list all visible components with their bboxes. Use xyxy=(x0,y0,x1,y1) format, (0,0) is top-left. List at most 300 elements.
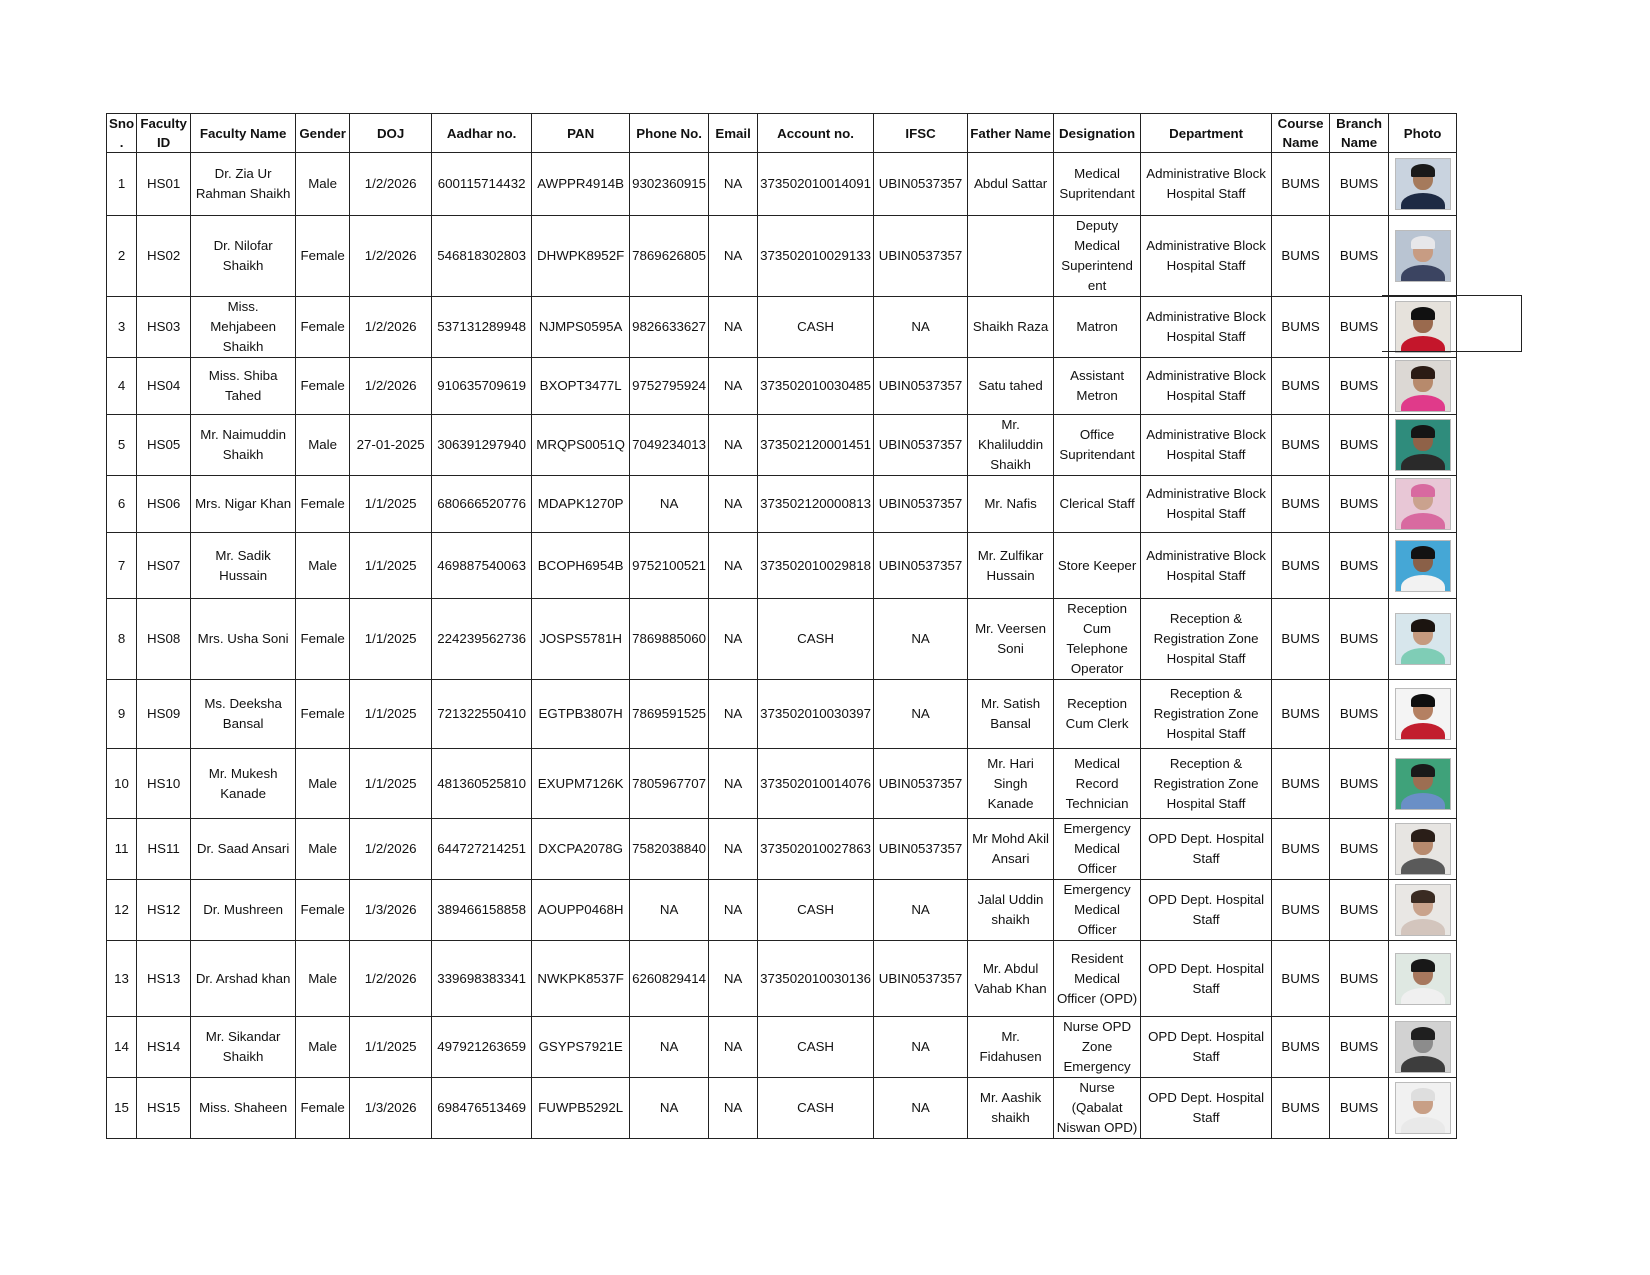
header-row xyxy=(107,114,1457,153)
cell-faculty-id: HS07 xyxy=(137,533,191,599)
cell-branch-name: BUMS xyxy=(1330,680,1389,749)
cell-doj: 1/2/2026 xyxy=(350,358,432,415)
table-row xyxy=(107,680,1457,749)
cell-doj: 1/1/2025 xyxy=(350,749,432,819)
cell-faculty-name: Dr. Saad Ansari xyxy=(191,819,296,880)
cell-phone: 7049234013 xyxy=(630,415,709,476)
cell-gender: Male xyxy=(296,941,350,1017)
cell-account-no: 373502120001451 xyxy=(758,415,874,476)
staff-photo xyxy=(1395,540,1451,592)
cell-email: NA xyxy=(709,476,758,533)
staff-photo xyxy=(1395,158,1451,210)
cell-pan: GSYPS7921E xyxy=(532,1017,630,1078)
cell-course-name: BUMS xyxy=(1272,1078,1330,1139)
cell-faculty-id: HS09 xyxy=(137,680,191,749)
header-course-name: Course Name xyxy=(1272,114,1330,153)
cell-faculty-name: Mr. Sikandar Shaikh xyxy=(191,1017,296,1078)
cell-gender: Female xyxy=(296,358,350,415)
photo-hair-shape xyxy=(1411,366,1435,379)
cell-pan: EGTPB3807H xyxy=(532,680,630,749)
cell-course-name: BUMS xyxy=(1272,216,1330,297)
cell-department: OPD Dept. Hospital Staff xyxy=(1141,1078,1272,1139)
cell-faculty-id: HS10 xyxy=(137,749,191,819)
cell-email: NA xyxy=(709,415,758,476)
cell-pan: MDAPK1270P xyxy=(532,476,630,533)
cell-designation: Reception Cum Clerk xyxy=(1054,680,1141,749)
cell-father-name: Mr. Nafis xyxy=(968,476,1054,533)
cell-gender: Female xyxy=(296,476,350,533)
cell-branch-name: BUMS xyxy=(1330,533,1389,599)
header-department: Department xyxy=(1141,114,1272,153)
cell-phone: 7869626805 xyxy=(630,216,709,297)
cell-designation: Resident Medical Officer (OPD) xyxy=(1054,941,1141,1017)
cell-designation: Office Supritendant xyxy=(1054,415,1141,476)
cell-doj: 1/1/2025 xyxy=(350,476,432,533)
cell-phone: 6260829414 xyxy=(630,941,709,1017)
photo-hair-shape xyxy=(1411,1027,1435,1040)
cell-department: OPD Dept. Hospital Staff xyxy=(1141,880,1272,941)
photo-body-shape xyxy=(1401,1056,1445,1073)
header-account-no: Account no. xyxy=(758,114,874,153)
cell-course-name: BUMS xyxy=(1272,297,1330,358)
header-sno: Sno . xyxy=(107,114,137,153)
cell-email: NA xyxy=(709,749,758,819)
cell-faculty-id: HS03 xyxy=(137,297,191,358)
cell-branch-name: BUMS xyxy=(1330,599,1389,680)
cell-email: NA xyxy=(709,599,758,680)
cell-faculty-id: HS12 xyxy=(137,880,191,941)
cell-designation: Deputy Medical Superintend ent xyxy=(1054,216,1141,297)
cell-email: NA xyxy=(709,680,758,749)
cell-sno: 9 xyxy=(107,680,137,749)
table-row xyxy=(107,415,1457,476)
header-pan: PAN xyxy=(532,114,630,153)
cell-course-name: BUMS xyxy=(1272,533,1330,599)
cell-pan: DHWPK8952F xyxy=(532,216,630,297)
cell-faculty-name: Dr. Zia Ur Rahman Shaikh xyxy=(191,153,296,216)
cell-faculty-id: HS04 xyxy=(137,358,191,415)
photo-hair-shape xyxy=(1411,484,1435,497)
cell-course-name: BUMS xyxy=(1272,880,1330,941)
cell-account-no: 373502010029818 xyxy=(758,533,874,599)
cell-designation: Store Keeper xyxy=(1054,533,1141,599)
photo-body-shape xyxy=(1401,919,1445,936)
cell-faculty-name: Mr. Mukesh Kanade xyxy=(191,749,296,819)
cell-doj: 1/3/2026 xyxy=(350,880,432,941)
cell-account-no: CASH xyxy=(758,1078,874,1139)
cell-doj: 1/1/2025 xyxy=(350,533,432,599)
cell-father-name: Mr. Hari Singh Kanade xyxy=(968,749,1054,819)
cell-aadhar: 469887540063 xyxy=(432,533,532,599)
header-aadhar: Aadhar no. xyxy=(432,114,532,153)
cell-pan: BCOPH6954B xyxy=(532,533,630,599)
cell-ifsc: UBIN0537357 xyxy=(874,819,968,880)
cell-branch-name: BUMS xyxy=(1330,1078,1389,1139)
table-row xyxy=(107,749,1457,819)
cell-aadhar: 497921263659 xyxy=(432,1017,532,1078)
cell-pan: NWKPK8537F xyxy=(532,941,630,1017)
cell-sno: 13 xyxy=(107,941,137,1017)
photo-body-shape xyxy=(1401,454,1445,471)
table-row xyxy=(107,297,1457,358)
cell-account-no: 373502010029133 xyxy=(758,216,874,297)
cell-faculty-name: Miss. Mehjabeen Shaikh xyxy=(191,297,296,358)
cell-photo xyxy=(1389,415,1457,476)
cell-aadhar: 644727214251 xyxy=(432,819,532,880)
cell-doj: 1/1/2025 xyxy=(350,1017,432,1078)
staff-photo xyxy=(1395,884,1451,936)
cell-aadhar: 389466158858 xyxy=(432,880,532,941)
cell-email: NA xyxy=(709,1078,758,1139)
cell-sno: 3 xyxy=(107,297,137,358)
cell-gender: Female xyxy=(296,297,350,358)
cell-gender: Female xyxy=(296,216,350,297)
cell-father-name: Abdul Sattar xyxy=(968,153,1054,216)
cell-father-name: Satu tahed xyxy=(968,358,1054,415)
cell-department: Reception & Registration Zone Hospital Staff xyxy=(1141,680,1272,749)
cell-doj: 1/1/2025 xyxy=(350,680,432,749)
cell-course-name: BUMS xyxy=(1272,749,1330,819)
photo-body-shape xyxy=(1401,793,1445,810)
cell-ifsc: UBIN0537357 xyxy=(874,749,968,819)
cell-photo xyxy=(1389,819,1457,880)
cell-branch-name: BUMS xyxy=(1330,476,1389,533)
staff-photo xyxy=(1395,688,1451,740)
cell-course-name: BUMS xyxy=(1272,941,1330,1017)
staff-photo xyxy=(1395,758,1451,810)
cell-pan: JOSPS5781H xyxy=(532,599,630,680)
stray-cell-border xyxy=(1382,295,1522,352)
cell-doj: 1/2/2026 xyxy=(350,819,432,880)
cell-department: Reception & Registration Zone Hospital Staff xyxy=(1141,599,1272,680)
cell-pan: NJMPS0595A xyxy=(532,297,630,358)
cell-phone: NA xyxy=(630,476,709,533)
cell-department: OPD Dept. Hospital Staff xyxy=(1141,1017,1272,1078)
cell-aadhar: 698476513469 xyxy=(432,1078,532,1139)
cell-aadhar: 339698383341 xyxy=(432,941,532,1017)
cell-email: NA xyxy=(709,216,758,297)
cell-branch-name: BUMS xyxy=(1330,749,1389,819)
cell-phone: 9302360915 xyxy=(630,153,709,216)
cell-account-no: 373502010014076 xyxy=(758,749,874,819)
table-row xyxy=(107,153,1457,216)
cell-father-name: Mr. Zulfikar Hussain xyxy=(968,533,1054,599)
cell-gender: Male xyxy=(296,153,350,216)
cell-gender: Female xyxy=(296,1078,350,1139)
cell-gender: Female xyxy=(296,599,350,680)
cell-doj: 1/2/2026 xyxy=(350,216,432,297)
photo-body-shape xyxy=(1401,648,1445,665)
cell-department: Administrative Block Hospital Staff xyxy=(1141,153,1272,216)
cell-phone: 7582038840 xyxy=(630,819,709,880)
cell-faculty-name: Dr. Arshad khan xyxy=(191,941,296,1017)
cell-doj: 1/2/2026 xyxy=(350,297,432,358)
cell-ifsc: UBIN0537357 xyxy=(874,533,968,599)
photo-body-shape xyxy=(1401,193,1445,210)
cell-account-no: 373502010030485 xyxy=(758,358,874,415)
photo-hair-shape xyxy=(1411,694,1435,707)
cell-branch-name: BUMS xyxy=(1330,880,1389,941)
cell-phone: 9752795924 xyxy=(630,358,709,415)
photo-body-shape xyxy=(1401,575,1445,592)
staff-photo xyxy=(1395,1082,1451,1134)
cell-faculty-name: Dr. Mushreen xyxy=(191,880,296,941)
cell-account-no: CASH xyxy=(758,599,874,680)
cell-aadhar: 546818302803 xyxy=(432,216,532,297)
photo-hair-shape xyxy=(1411,425,1435,438)
cell-photo xyxy=(1389,599,1457,680)
cell-account-no: 373502010030397 xyxy=(758,680,874,749)
cell-sno: 8 xyxy=(107,599,137,680)
cell-faculty-name: Dr. Nilofar Shaikh xyxy=(191,216,296,297)
cell-faculty-name: Miss. Shiba Tahed xyxy=(191,358,296,415)
header-ifsc: IFSC xyxy=(874,114,968,153)
cell-faculty-name: Mr. Sadik Hussain xyxy=(191,533,296,599)
header-designation: Designation xyxy=(1054,114,1141,153)
cell-department: Administrative Block Hospital Staff xyxy=(1141,216,1272,297)
cell-photo xyxy=(1389,153,1457,216)
cell-pan: MRQPS0051Q xyxy=(532,415,630,476)
staff-photo xyxy=(1395,823,1451,875)
cell-course-name: BUMS xyxy=(1272,476,1330,533)
photo-hair-shape xyxy=(1411,764,1435,777)
header-father-name: Father Name xyxy=(968,114,1054,153)
cell-faculty-id: HS01 xyxy=(137,153,191,216)
cell-pan: AOUPP0468H xyxy=(532,880,630,941)
cell-father-name: Mr. Fidahusen xyxy=(968,1017,1054,1078)
photo-body-shape xyxy=(1401,1117,1445,1134)
cell-ifsc: UBIN0537357 xyxy=(874,476,968,533)
cell-sno: 4 xyxy=(107,358,137,415)
photo-hair-shape xyxy=(1411,236,1435,249)
cell-course-name: BUMS xyxy=(1272,358,1330,415)
cell-ifsc: UBIN0537357 xyxy=(874,941,968,1017)
table-row xyxy=(107,533,1457,599)
cell-designation: Medical Supritendant xyxy=(1054,153,1141,216)
cell-course-name: BUMS xyxy=(1272,680,1330,749)
cell-course-name: BUMS xyxy=(1272,599,1330,680)
cell-sno: 6 xyxy=(107,476,137,533)
cell-sno: 14 xyxy=(107,1017,137,1078)
cell-father-name: Mr Mohd Akil Ansari xyxy=(968,819,1054,880)
cell-photo xyxy=(1389,1078,1457,1139)
staff-photo xyxy=(1395,419,1451,471)
cell-account-no: CASH xyxy=(758,1017,874,1078)
cell-photo xyxy=(1389,749,1457,819)
cell-course-name: BUMS xyxy=(1272,415,1330,476)
cell-father-name: Mr. Satish Bansal xyxy=(968,680,1054,749)
cell-photo xyxy=(1389,680,1457,749)
cell-faculty-id: HS11 xyxy=(137,819,191,880)
cell-email: NA xyxy=(709,819,758,880)
cell-phone: 7869591525 xyxy=(630,680,709,749)
cell-phone: NA xyxy=(630,1078,709,1139)
cell-phone: 7805967707 xyxy=(630,749,709,819)
cell-phone: NA xyxy=(630,880,709,941)
cell-sno: 12 xyxy=(107,880,137,941)
cell-ifsc: UBIN0537357 xyxy=(874,216,968,297)
cell-faculty-id: HS14 xyxy=(137,1017,191,1078)
header-email: Email xyxy=(709,114,758,153)
cell-email: NA xyxy=(709,153,758,216)
cell-ifsc: UBIN0537357 xyxy=(874,153,968,216)
cell-aadhar: 600115714432 xyxy=(432,153,532,216)
cell-designation: Emergency Medical Officer xyxy=(1054,819,1141,880)
cell-account-no: 373502010014091 xyxy=(758,153,874,216)
cell-father-name: Mr. Abdul Vahab Khan xyxy=(968,941,1054,1017)
photo-hair-shape xyxy=(1411,546,1435,559)
cell-faculty-name: Mrs. Usha Soni xyxy=(191,599,296,680)
cell-gender: Male xyxy=(296,415,350,476)
staff-photo xyxy=(1395,1021,1451,1073)
cell-department: Administrative Block Hospital Staff xyxy=(1141,415,1272,476)
cell-ifsc: NA xyxy=(874,599,968,680)
cell-department: Administrative Block Hospital Staff xyxy=(1141,533,1272,599)
cell-department: Administrative Block Hospital Staff xyxy=(1141,476,1272,533)
cell-course-name: BUMS xyxy=(1272,1017,1330,1078)
cell-designation: Nurse (Qabalat Niswan OPD) xyxy=(1054,1078,1141,1139)
cell-father-name xyxy=(968,216,1054,297)
cell-aadhar: 680666520776 xyxy=(432,476,532,533)
cell-email: NA xyxy=(709,1017,758,1078)
header-faculty-id: Faculty ID xyxy=(137,114,191,153)
cell-sno: 7 xyxy=(107,533,137,599)
cell-faculty-id: HS05 xyxy=(137,415,191,476)
cell-department: OPD Dept. Hospital Staff xyxy=(1141,941,1272,1017)
cell-ifsc: UBIN0537357 xyxy=(874,358,968,415)
cell-doj: 1/3/2026 xyxy=(350,1078,432,1139)
photo-hair-shape xyxy=(1411,1088,1435,1101)
cell-pan: FUWPB5292L xyxy=(532,1078,630,1139)
cell-photo xyxy=(1389,476,1457,533)
cell-phone: 7869885060 xyxy=(630,599,709,680)
table-row xyxy=(107,358,1457,415)
cell-doj: 1/2/2026 xyxy=(350,941,432,1017)
cell-aadhar: 910635709619 xyxy=(432,358,532,415)
cell-father-name: Jalal Uddin shaikh xyxy=(968,880,1054,941)
cell-faculty-id: HS13 xyxy=(137,941,191,1017)
cell-gender: Female xyxy=(296,680,350,749)
table-row xyxy=(107,1017,1457,1078)
photo-body-shape xyxy=(1401,858,1445,875)
photo-hair-shape xyxy=(1411,959,1435,972)
staff-photo xyxy=(1395,230,1451,282)
table-body xyxy=(107,153,1457,1139)
cell-doj: 27-01-2025 xyxy=(350,415,432,476)
cell-ifsc: NA xyxy=(874,880,968,941)
cell-gender: Male xyxy=(296,1017,350,1078)
table-row xyxy=(107,216,1457,297)
cell-sno: 5 xyxy=(107,415,137,476)
cell-branch-name: BUMS xyxy=(1330,297,1389,358)
cell-branch-name: BUMS xyxy=(1330,1017,1389,1078)
cell-pan: DXCPA2078G xyxy=(532,819,630,880)
cell-doj: 1/2/2026 xyxy=(350,153,432,216)
cell-faculty-id: HS08 xyxy=(137,599,191,680)
photo-body-shape xyxy=(1401,395,1445,412)
cell-father-name: Shaikh Raza xyxy=(968,297,1054,358)
photo-body-shape xyxy=(1401,723,1445,740)
cell-father-name: Mr. Aashik shaikh xyxy=(968,1078,1054,1139)
cell-course-name: BUMS xyxy=(1272,819,1330,880)
table-row xyxy=(107,819,1457,880)
cell-sno: 15 xyxy=(107,1078,137,1139)
cell-designation: Nurse OPD Zone Emergency xyxy=(1054,1017,1141,1078)
cell-email: NA xyxy=(709,941,758,1017)
cell-photo xyxy=(1389,216,1457,297)
cell-email: NA xyxy=(709,880,758,941)
cell-photo xyxy=(1389,533,1457,599)
cell-photo xyxy=(1389,358,1457,415)
table-row xyxy=(107,880,1457,941)
staff-photo xyxy=(1395,953,1451,1005)
cell-ifsc: NA xyxy=(874,680,968,749)
cell-branch-name: BUMS xyxy=(1330,153,1389,216)
cell-aadhar: 537131289948 xyxy=(432,297,532,358)
cell-faculty-id: HS06 xyxy=(137,476,191,533)
cell-designation: Reception Cum Telephone Operator xyxy=(1054,599,1141,680)
photo-hair-shape xyxy=(1411,164,1435,177)
cell-designation: Medical Record Technician xyxy=(1054,749,1141,819)
cell-sno: 10 xyxy=(107,749,137,819)
staff-photo xyxy=(1395,360,1451,412)
cell-gender: Male xyxy=(296,819,350,880)
cell-aadhar: 306391297940 xyxy=(432,415,532,476)
cell-faculty-name: Miss. Shaheen xyxy=(191,1078,296,1139)
cell-department: OPD Dept. Hospital Staff xyxy=(1141,819,1272,880)
cell-ifsc: NA xyxy=(874,1017,968,1078)
photo-body-shape xyxy=(1401,513,1445,530)
cell-phone: 9826633627 xyxy=(630,297,709,358)
header-gender: Gender xyxy=(296,114,350,153)
cell-designation: Emergency Medical Officer xyxy=(1054,880,1141,941)
cell-photo xyxy=(1389,941,1457,1017)
table-row xyxy=(107,1078,1457,1139)
cell-faculty-id: HS15 xyxy=(137,1078,191,1139)
cell-course-name: BUMS xyxy=(1272,153,1330,216)
header-photo: Photo xyxy=(1389,114,1457,153)
photo-hair-shape xyxy=(1411,829,1435,842)
cell-aadhar: 721322550410 xyxy=(432,680,532,749)
cell-pan: BXOPT3477L xyxy=(532,358,630,415)
header-phone: Phone No. xyxy=(630,114,709,153)
table-row xyxy=(107,941,1457,1017)
cell-designation: Clerical Staff xyxy=(1054,476,1141,533)
cell-account-no: CASH xyxy=(758,297,874,358)
cell-faculty-name: Mrs. Nigar Khan xyxy=(191,476,296,533)
cell-sno: 1 xyxy=(107,153,137,216)
cell-department: Administrative Block Hospital Staff xyxy=(1141,358,1272,415)
cell-designation: Matron xyxy=(1054,297,1141,358)
cell-email: NA xyxy=(709,358,758,415)
cell-account-no: 373502120000813 xyxy=(758,476,874,533)
cell-aadhar: 481360525810 xyxy=(432,749,532,819)
cell-branch-name: BUMS xyxy=(1330,819,1389,880)
cell-phone: 9752100521 xyxy=(630,533,709,599)
header-doj: DOJ xyxy=(350,114,432,153)
cell-photo xyxy=(1389,1017,1457,1078)
cell-account-no: 373502010030136 xyxy=(758,941,874,1017)
cell-gender: Male xyxy=(296,749,350,819)
cell-faculty-id: HS02 xyxy=(137,216,191,297)
cell-gender: Male xyxy=(296,533,350,599)
cell-father-name: Mr. Khaliluddin Shaikh xyxy=(968,415,1054,476)
cell-gender: Female xyxy=(296,880,350,941)
cell-department: Reception & Registration Zone Hospital Staff xyxy=(1141,749,1272,819)
staff-photo xyxy=(1395,613,1451,665)
photo-body-shape xyxy=(1401,988,1445,1005)
cell-faculty-name: Mr. Naimuddin Shaikh xyxy=(191,415,296,476)
